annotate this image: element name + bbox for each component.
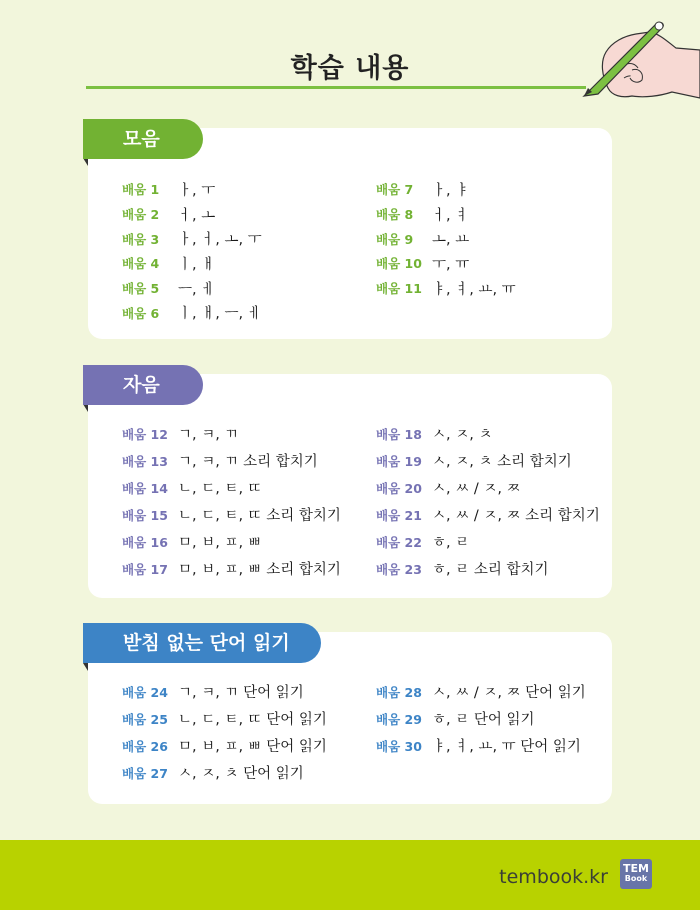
lesson-row xyxy=(376,276,516,301)
lesson-number: 배움 2 xyxy=(122,207,160,223)
page-title: 학습 내용 xyxy=(290,53,410,84)
lesson-row xyxy=(122,202,262,227)
lesson-row xyxy=(376,732,586,759)
lesson-row xyxy=(122,759,327,786)
lesson-row xyxy=(376,474,600,501)
lesson-row xyxy=(122,501,341,528)
lesson-content: ㅓ, ㅗ xyxy=(178,207,216,224)
lesson-content: ㅁ, ㅂ, ㅍ, ㅃ xyxy=(178,535,262,551)
lesson-row xyxy=(376,420,600,447)
lesson-content: ㄴ, ㄷ, ㅌ, ㄸ xyxy=(178,481,262,497)
lesson-row xyxy=(122,705,327,732)
lesson-content: ㅅ, ㅆ / ㅈ, ㅉ 소리 합치기 xyxy=(432,508,600,524)
logo-text-book: Book xyxy=(624,874,648,883)
lesson-row xyxy=(122,177,262,202)
lesson-row xyxy=(122,420,341,447)
lesson-content: ㅎ, ㄹ 소리 합치기 xyxy=(432,562,549,578)
lesson-number: 배움 18 xyxy=(376,426,422,442)
lesson-number: 배움 15 xyxy=(122,507,168,523)
lesson-number: 배움 10 xyxy=(376,256,422,272)
lesson-content: ㅁ, ㅂ, ㅍ, ㅃ 소리 합치기 xyxy=(178,562,341,578)
lesson-content: ㄱ, ㅋ, ㄲ xyxy=(178,427,239,443)
lesson-row xyxy=(376,226,516,251)
logo-text-tem: TEM xyxy=(623,862,649,875)
lesson-content: ㅑ, ㅕ, ㅛ, ㅠ 단어 읽기 xyxy=(432,739,581,755)
lesson-row xyxy=(122,528,341,555)
lesson-row xyxy=(376,447,600,474)
lesson-number: 배움 29 xyxy=(376,711,422,727)
lesson-number: 배움 1 xyxy=(122,182,160,198)
footer-url[interactable]: tembook.kr xyxy=(499,866,608,888)
lesson-number: 배움 25 xyxy=(122,711,168,727)
lesson-content: ㅡ, ㅔ xyxy=(178,281,216,298)
tab-fold xyxy=(83,158,88,166)
lesson-row xyxy=(122,555,341,582)
consonant-list-right xyxy=(376,420,600,582)
lesson-row xyxy=(122,678,327,705)
lesson-number: 배움 11 xyxy=(376,281,422,297)
lesson-number: 배움 26 xyxy=(122,738,168,754)
lesson-number: 배움 6 xyxy=(122,305,160,321)
lesson-row xyxy=(376,251,516,276)
lesson-row xyxy=(376,528,600,555)
words-list-left xyxy=(122,678,327,786)
lesson-number: 배움 3 xyxy=(122,231,160,247)
lesson-content: ㄱ, ㅋ, ㄲ 단어 읽기 xyxy=(178,685,304,701)
lesson-content: ㅣ, ㅐ, ㅡ, ㅔ xyxy=(178,306,262,323)
lesson-number: 배움 28 xyxy=(376,684,422,700)
lesson-row xyxy=(376,705,586,732)
lesson-content: ㅅ, ㅈ, ㅊ xyxy=(432,427,493,443)
lesson-number: 배움 16 xyxy=(122,534,168,550)
lesson-row xyxy=(376,501,600,528)
lesson-number: 배움 4 xyxy=(122,256,160,272)
consonant-list-left xyxy=(122,420,341,582)
lesson-content: ㅅ, ㅈ, ㅊ 단어 읽기 xyxy=(178,766,304,782)
tab-fold xyxy=(83,404,88,412)
vowel-list-left xyxy=(122,177,262,325)
lesson-content: ㅅ, ㅆ / ㅈ, ㅉ 단어 읽기 xyxy=(432,685,586,701)
lesson-row xyxy=(376,202,516,227)
lesson-number: 배움 22 xyxy=(376,534,422,550)
lesson-number: 배움 21 xyxy=(376,507,422,523)
lesson-content: ㅅ, ㅆ / ㅈ, ㅉ xyxy=(432,481,521,497)
lesson-content: ㅗ, ㅛ xyxy=(432,232,470,249)
lesson-content: ㅣ, ㅐ xyxy=(178,256,216,273)
lesson-content: ㅜ, ㅠ xyxy=(432,256,470,273)
lesson-content: ㅓ, ㅕ xyxy=(432,207,470,224)
lesson-content: ㄴ, ㄷ, ㅌ, ㄸ 단어 읽기 xyxy=(178,712,327,728)
lesson-content: ㄴ, ㄷ, ㅌ, ㄸ 소리 합치기 xyxy=(178,508,341,524)
lesson-content: ㅏ, ㅜ xyxy=(178,182,216,199)
lesson-number: 배움 24 xyxy=(122,684,168,700)
lesson-row xyxy=(122,276,262,301)
lesson-row xyxy=(376,177,516,202)
words-list-right xyxy=(376,678,586,759)
lesson-row xyxy=(122,226,262,251)
lesson-number: 배움 5 xyxy=(122,281,160,297)
lesson-number: 배움 30 xyxy=(376,738,422,754)
vowel-list-right xyxy=(376,177,516,300)
words-section-tab: 받침 없는 단어 읽기 xyxy=(83,623,321,663)
lesson-content: ㅎ, ㄹ 단어 읽기 xyxy=(432,712,535,728)
lesson-row xyxy=(122,251,262,276)
lesson-number: 배움 12 xyxy=(122,426,168,442)
lesson-number: 배움 9 xyxy=(376,231,414,247)
lesson-content: ㅑ, ㅕ, ㅛ, ㅠ xyxy=(432,281,516,298)
tab-fold xyxy=(83,663,88,671)
consonant-section-tab: 자음 xyxy=(83,365,203,405)
lesson-content: ㅁ, ㅂ, ㅍ, ㅃ 단어 읽기 xyxy=(178,739,327,755)
lesson-number: 배움 13 xyxy=(122,453,168,469)
lesson-number: 배움 27 xyxy=(122,765,168,781)
lesson-content: ㅎ, ㄹ xyxy=(432,535,470,551)
lesson-row xyxy=(122,474,341,501)
lesson-row xyxy=(376,555,600,582)
tembook-logo xyxy=(620,859,652,889)
lesson-row xyxy=(122,447,341,474)
lesson-number: 배움 19 xyxy=(376,453,422,469)
lesson-row xyxy=(376,678,586,705)
lesson-number: 배움 7 xyxy=(376,182,414,198)
lesson-content: ㅅ, ㅈ, ㅊ 소리 합치기 xyxy=(432,454,572,470)
lesson-number: 배움 23 xyxy=(376,561,422,577)
lesson-row xyxy=(122,732,327,759)
lesson-number: 배움 20 xyxy=(376,480,422,496)
lesson-content: ㅏ, ㅓ, ㅗ, ㅜ xyxy=(178,232,262,249)
vowel-section-tab: 모음 xyxy=(83,119,203,159)
lesson-content: ㄱ, ㅋ, ㄲ 소리 합치기 xyxy=(178,454,318,470)
hand-writing-pencil-icon xyxy=(580,18,700,103)
lesson-number: 배움 14 xyxy=(122,480,168,496)
lesson-number: 배움 8 xyxy=(376,207,414,223)
lesson-row xyxy=(122,300,262,325)
lesson-content: ㅏ, ㅑ xyxy=(432,182,470,199)
lesson-number: 배움 17 xyxy=(122,561,168,577)
title-underline xyxy=(86,86,586,89)
